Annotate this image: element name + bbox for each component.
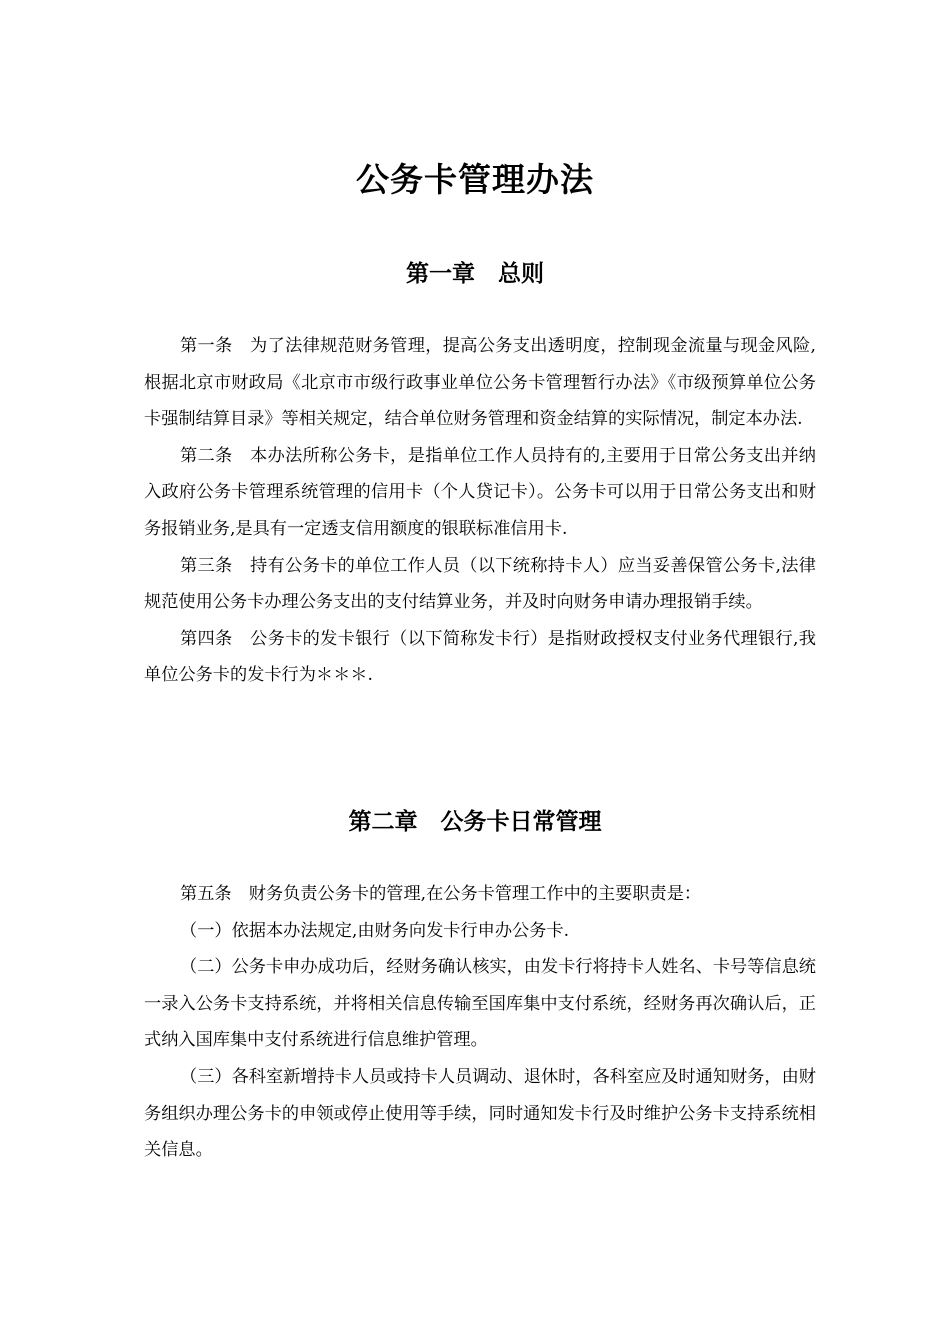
chapter-2-heading: 第二章 公务卡日常管理 (348, 808, 602, 835)
article-5: 第五条 财务负责公务卡的管理,在公务卡管理工作中的主要职责是： (180, 884, 702, 904)
chapter-1-heading: 第一章 总则 (406, 260, 544, 287)
chapter-2-body (144, 876, 816, 1169)
chapter-1-body (144, 328, 816, 694)
article-3: 第三条 持有公务卡的单位工作人员（以下统称持卡人）应当妥善保管公务卡,法律规范使用公务卡办理公务支出的支付结算业务，并及时向财务申请办理报销手续。 (144, 555, 816, 613)
article-4: 第四条 公务卡的发卡银行（以下简称发卡行）是指财政授权支付业务代理银行,我单位公务卡的发卡行为＊＊＊. (144, 628, 816, 686)
article-5-item-3: （三）各科室新增持卡人员或持卡人员调动、退休时，各科室应及时通知财务，由财务组织办理公务卡的申领或停止使用等手续，同时通知发卡行及时维护公务卡支持系统相关信息。 (144, 1066, 816, 1161)
article-5-item-1: （一）依据本办法规定,由财务向发卡行申办公务卡. (180, 920, 570, 941)
article-2: 第二条 本办法所称公务卡，是指单位工作人员持有的,主要用于日常公务支出并纳入政府公务卡管理系统管理的信用卡（个人贷记卡）。公务卡可以用于日常公务支出和财务报销业务,是具有一定透支信用额度的银联标准信用卡. (144, 445, 816, 539)
document-title: 公务卡管理办法 (356, 160, 594, 199)
article-5-item-2: （二）公务卡申办成功后，经财务确认核实，由发卡行将持卡人姓名、卡号等信息统一录入公务卡支持系统，并将相关信息传输至国库集中支付系统，经财务再次确认后，正式纳入国库集中支付系统进行信息维护管理。 (144, 957, 816, 1051)
article-1: 第一条 为了法律规范财务管理，提高公务支出透明度，控制现金流量与现金风险,根据北京市财政局《北京市市级行政事业单位公务卡管理暂行办法》《市级预算单位公务卡强制结算目录》等相关规定，结合单位财务管理和资金结算的实际情况，制定本办法. (144, 336, 816, 430)
